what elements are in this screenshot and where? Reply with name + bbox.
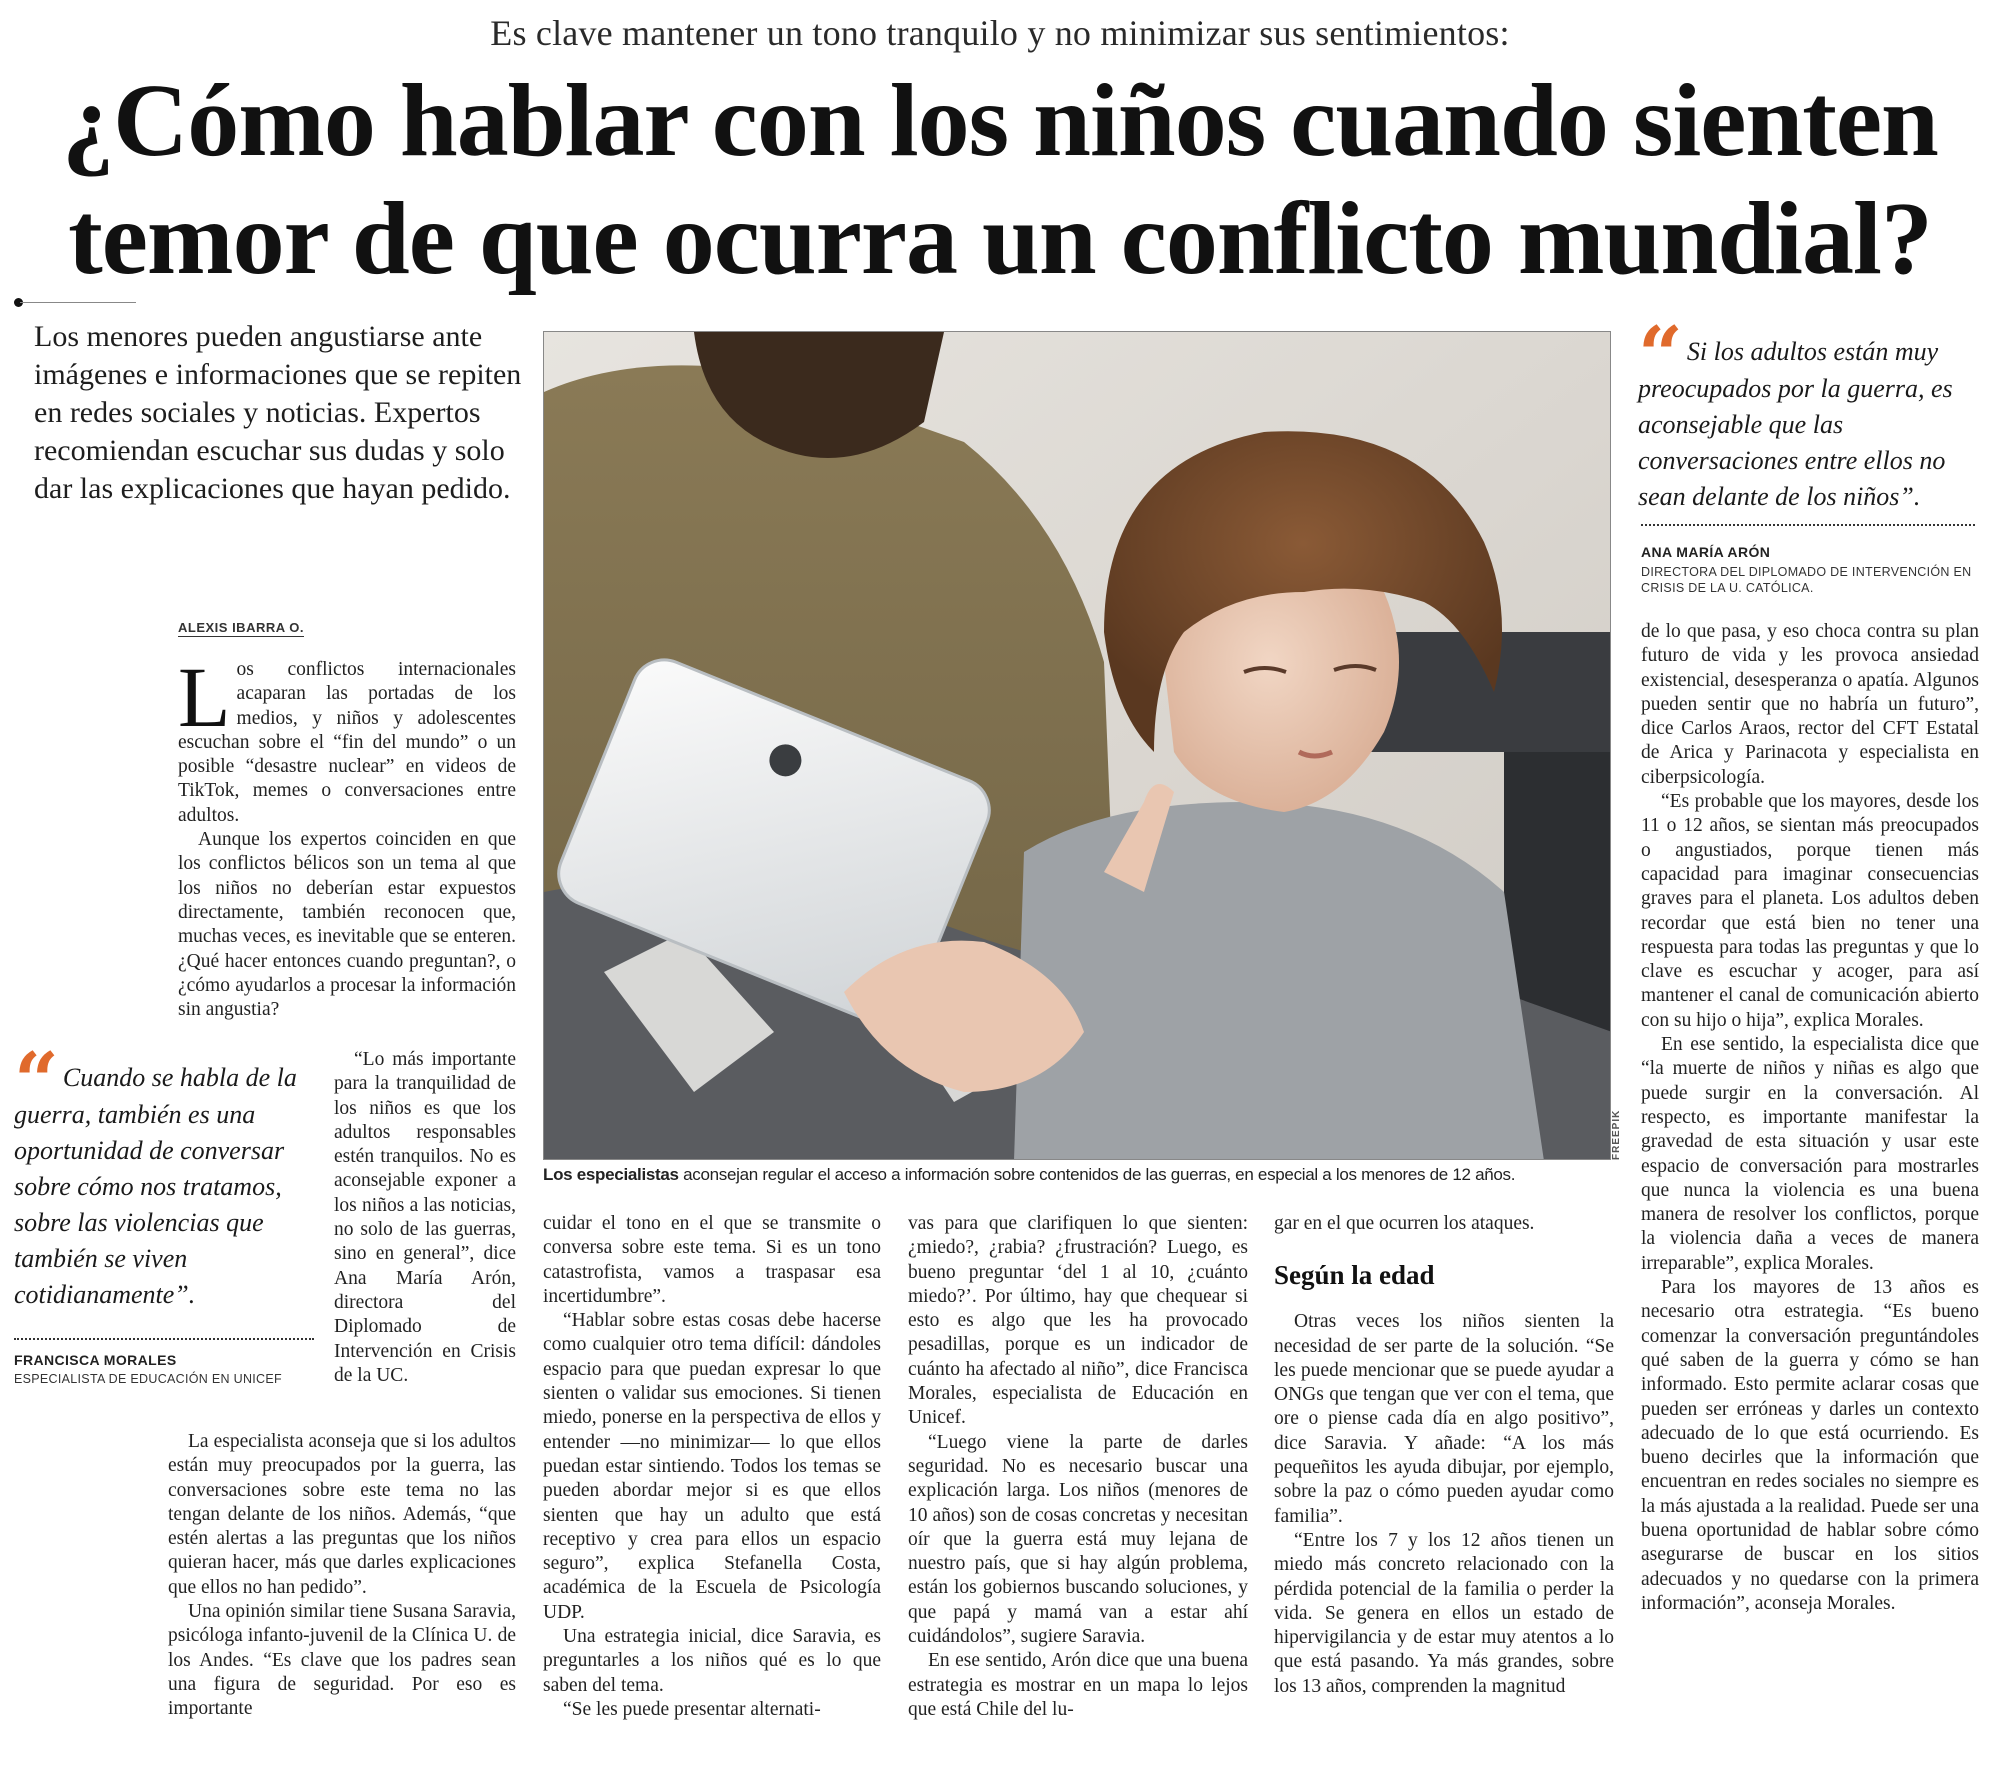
pull-quote-right-rule — [1641, 524, 1975, 526]
photo-caption — [543, 1165, 1623, 1185]
pull-quote-left-rule — [14, 1338, 314, 1340]
paragraph: “Hablar sobre estas cosas debe hacerse como cualquier otro tema difícil: dándoles espacio para que puedan expresar lo que sienten o validar sus emociones. Si tienen miedo, ponerse en la perspectiva de ellos y entender —no minimizar— lo que ellos puedan estar sintiendo. Todos los temas se pueden abordar mejor si es que ellos sienten que hay un adulto que está receptivo y crea para ellos un espacio seguro”, explica Stefanella Costa, académica de la Escuela de Psicología UDP. — [543, 1310, 881, 1623]
paragraph: vas para que clarifiquen lo que sienten: ¿miedo?, ¿rabia? ¿frustración? Luego, es bueno preguntar ‘del 1 al 10, ¿cuánto miedo?’. Por último, hay que chequear si esto es algo que les ha provocado pesadillas, porque es un indicador de cuánto ha afectado al niño”, dice Francisca Morales, especialista de Educación en Unicef. — [908, 1213, 1248, 1429]
paragraph: cuidar el tono en el que se transmite o conversa sobre este tema. Si es un tono catastrofista, vamos a traspasar esa incertidumbre”. — [543, 1213, 881, 1307]
body-column-5 — [1641, 620, 1979, 1616]
paragraph: La especialista aconseja que si los adultos están muy preocupados por la guerra, las conversaciones sobre este tema no las tengan delante de los niños. Además, “que estén alertas a las preguntas que los niños quieran hacer, más que darles explicaciones que ellos no han pedido”. — [168, 1431, 516, 1598]
quote-mark-icon: “ — [1638, 310, 1675, 401]
pull-quote-left-name: FRANCISCA MORALES — [14, 1352, 177, 1368]
headline-line-2: temor de que ocurra un conflicto mundial? — [68, 181, 1932, 296]
drop-cap: L — [178, 649, 231, 745]
paragraph: gar en el que ocurren los ataques. — [1274, 1213, 1535, 1234]
paragraph: Una estrategia inicial, dice Saravia, es preguntarles a los niños qué es lo que saben del tema. — [543, 1626, 881, 1696]
body-column-3 — [908, 1212, 1248, 1722]
paragraph: Otras veces los niños sienten la necesidad de ser parte de la solución. “Se les puede mencionar que se puede ayudar a ONGs que tengan que ver con el tema, que ore o piense cada día en algo positivo”, dice Saravia. Y añade: “A los más pequeñitos les ayuda dibujar, por ejemplo, sobre la paz o cómo pueden ayudar como familia”. — [1274, 1311, 1614, 1527]
headline-line-1: ¿Cómo hablar con los niños cuando sienten — [62, 63, 1938, 178]
photo-credit: FREEPIK — [1611, 1109, 1622, 1160]
paragraph: “Entre los 7 y los 12 años tienen un miedo más concreto relacionado con la pérdida potencial de la familia o perder la vida. Se genera en ellos un estado de hipervigilancia y de estar muy atentos a lo que está pasando. Ya más grandes, sobre los 13 años, comprenden la magnitud — [1274, 1529, 1614, 1697]
caption-lead: Los especialistas — [543, 1165, 679, 1184]
photo-illustration — [544, 332, 1611, 1160]
paragraph: “Lo más importante para la tranquilidad de los niños es que los adultos responsables estén tranquilos. No es aconsejable exponer a los niños a las noticias, no solo de las guerras, sino en general”, dice Ana María Arón, directora del Diplomado de Intervención en Crisis de la UC. — [334, 1049, 516, 1386]
paragraph: Para los mayores de 13 años es necesario otra estrategia. “Es bueno comenzar la conversación preguntándoles qué saben de la guerra y cómo se han informado. Esto permite aclarar cosas que pueden ser erróneas y darles un contexto adecuado de lo que está ocurriendo. Es bueno decirles que la información que encuentran en redes sociales no siempre es la más ajustada a la realidad. Puede ser una buena oportunidad de hablar sobre cómo asegurarse de buscar en los sitios adecuados y no quedarse con la primera información”, aconseja Morales. — [1641, 1277, 1979, 1614]
paragraph: de lo que pasa, y eso choca contra su plan futuro de vida y les provoca ansiedad existencial, desesperanza o apatía. Algunos pueden sentir que no habría un futuro”, dice Carlos Araos, rector del CFT Estatal de Arica y Parinacota y especialista en ciberpsicología. — [1641, 621, 1979, 788]
byline: ALEXIS IBARRA O. — [178, 620, 304, 635]
paragraph: Una opinión similar tiene Susana Saravia, psicóloga infanto-juvenil de la Clínica U. de los Andes. “Es clave que los padres sean una figura de seguridad. Por eso es importante — [168, 1601, 516, 1720]
section-rule-line — [20, 302, 136, 303]
body-column-4 — [1274, 1212, 1614, 1699]
pull-quote-left-text: Cuando se habla de la guerra, también es una oportunidad de conversar sobre cómo nos tratamos, sobre las violencias que también se viven cotidianamente”. — [14, 1063, 297, 1309]
pull-quote-left-role: ESPECIALISTA DE EDUCACIÓN EN UNICEF — [14, 1372, 282, 1386]
article-photo — [543, 331, 1611, 1160]
pull-quote-right-role: DIRECTORA DEL DIPLOMADO DE INTERVENCIÓN EN CRISIS DE LA U. CATÓLICA. — [1641, 565, 1972, 595]
quote-mark-icon: “ — [14, 1036, 51, 1127]
paragraph: “Es probable que los mayores, desde los 11 o 12 años, se sientan más preocupados o angustiados, porque tienen más capacidad para imaginar consecuencias graves para el planeta. Los adultos deben recordar que está bien no tener una respuesta para todas las preguntas y que lo clave es escuchar y acoger, para así mantener el canal de comunicación abierto con su hijo o hija”, explica Morales. — [1641, 791, 1979, 1031]
pull-quote-right-name: ANA MARÍA ARÓN — [1641, 544, 1771, 560]
paragraph — [178, 649, 516, 828]
headline — [0, 62, 2000, 298]
body-column-1-lower — [168, 1430, 516, 1722]
paragraph: En ese sentido, Arón dice que una buena estrategia es mostrar en un mapa lo lejos que está Chile del lu- — [908, 1650, 1248, 1720]
body-column-2 — [543, 1212, 881, 1722]
pull-quote-left — [14, 1036, 320, 1313]
paragraph-text: os conflictos internacionales acaparan las portadas de los medios, y niños y adolescentes escuchan sobre el “fin del mundo” o un posible “desastre nuclear” en videos de TikTok, memes o conversaciones entre adultos. — [178, 659, 516, 826]
kicker: Es clave mantener un tono tranquilo y no minimizar sus sentimientos: — [490, 13, 1510, 53]
subhead: Según la edad — [1274, 1260, 1435, 1291]
body-column-1 — [178, 649, 516, 1022]
dek: Los menores pueden angustiarse ante imágenes e informaciones que se repiten en redes sociales y noticias. Expertos recomiendan escuchar sus dudas y solo dar las explicaciones que hayan pedido. — [34, 320, 522, 505]
caption-text: aconsejan regular el acceso a información sobre contenidos de las guerras, en especial a los menores de 12 años. — [678, 1165, 1516, 1184]
paragraph: En ese sentido, la especialista dice que “la muerte de niños y niñas es algo que puede surgir en la conversación. Al respecto, es importante manifestar la gravedad de esta situación y usar este espacio de conversación para mostrarles que nunca la violencia es una buena manera de resolver los conflictos, porque la violencia daña a veces de manera irreparable”, explica Morales. — [1641, 1034, 1979, 1274]
paragraph: “Se les puede presentar alternati- — [563, 1698, 821, 1720]
paragraph: Aunque los expertos coinciden en que los conflictos bélicos son un tema al que los niños no deberían estar expuestos directamente, también reconocen que, muchas veces, es inevitable que se enteren. ¿Qué hacer entonces cuando preguntan?, o ¿cómo ayudarlos a procesar la información sin angustia? — [178, 829, 516, 1021]
paragraph: “Luego viene la parte de darles seguridad. No es necesario buscar una explicación larga. Los niños (menores de 10 años) son de cosas concretas y necesitan oír que la guerra está muy lejana de nuestro país, que si hay algún problema, están los gobiernos buscando soluciones, y que papá y mamá van a estar ahí cuidándolos”, sugiere Saravia. — [908, 1431, 1248, 1648]
body-column-1-narrow — [334, 1048, 516, 1388]
pull-quote-right-text: Si los adultos están muy preocupados por la guerra, es aconsejable que las conversaciones entre ellos no sean delante de los niños”. — [1638, 337, 1953, 511]
pull-quote-right — [1638, 310, 1978, 515]
